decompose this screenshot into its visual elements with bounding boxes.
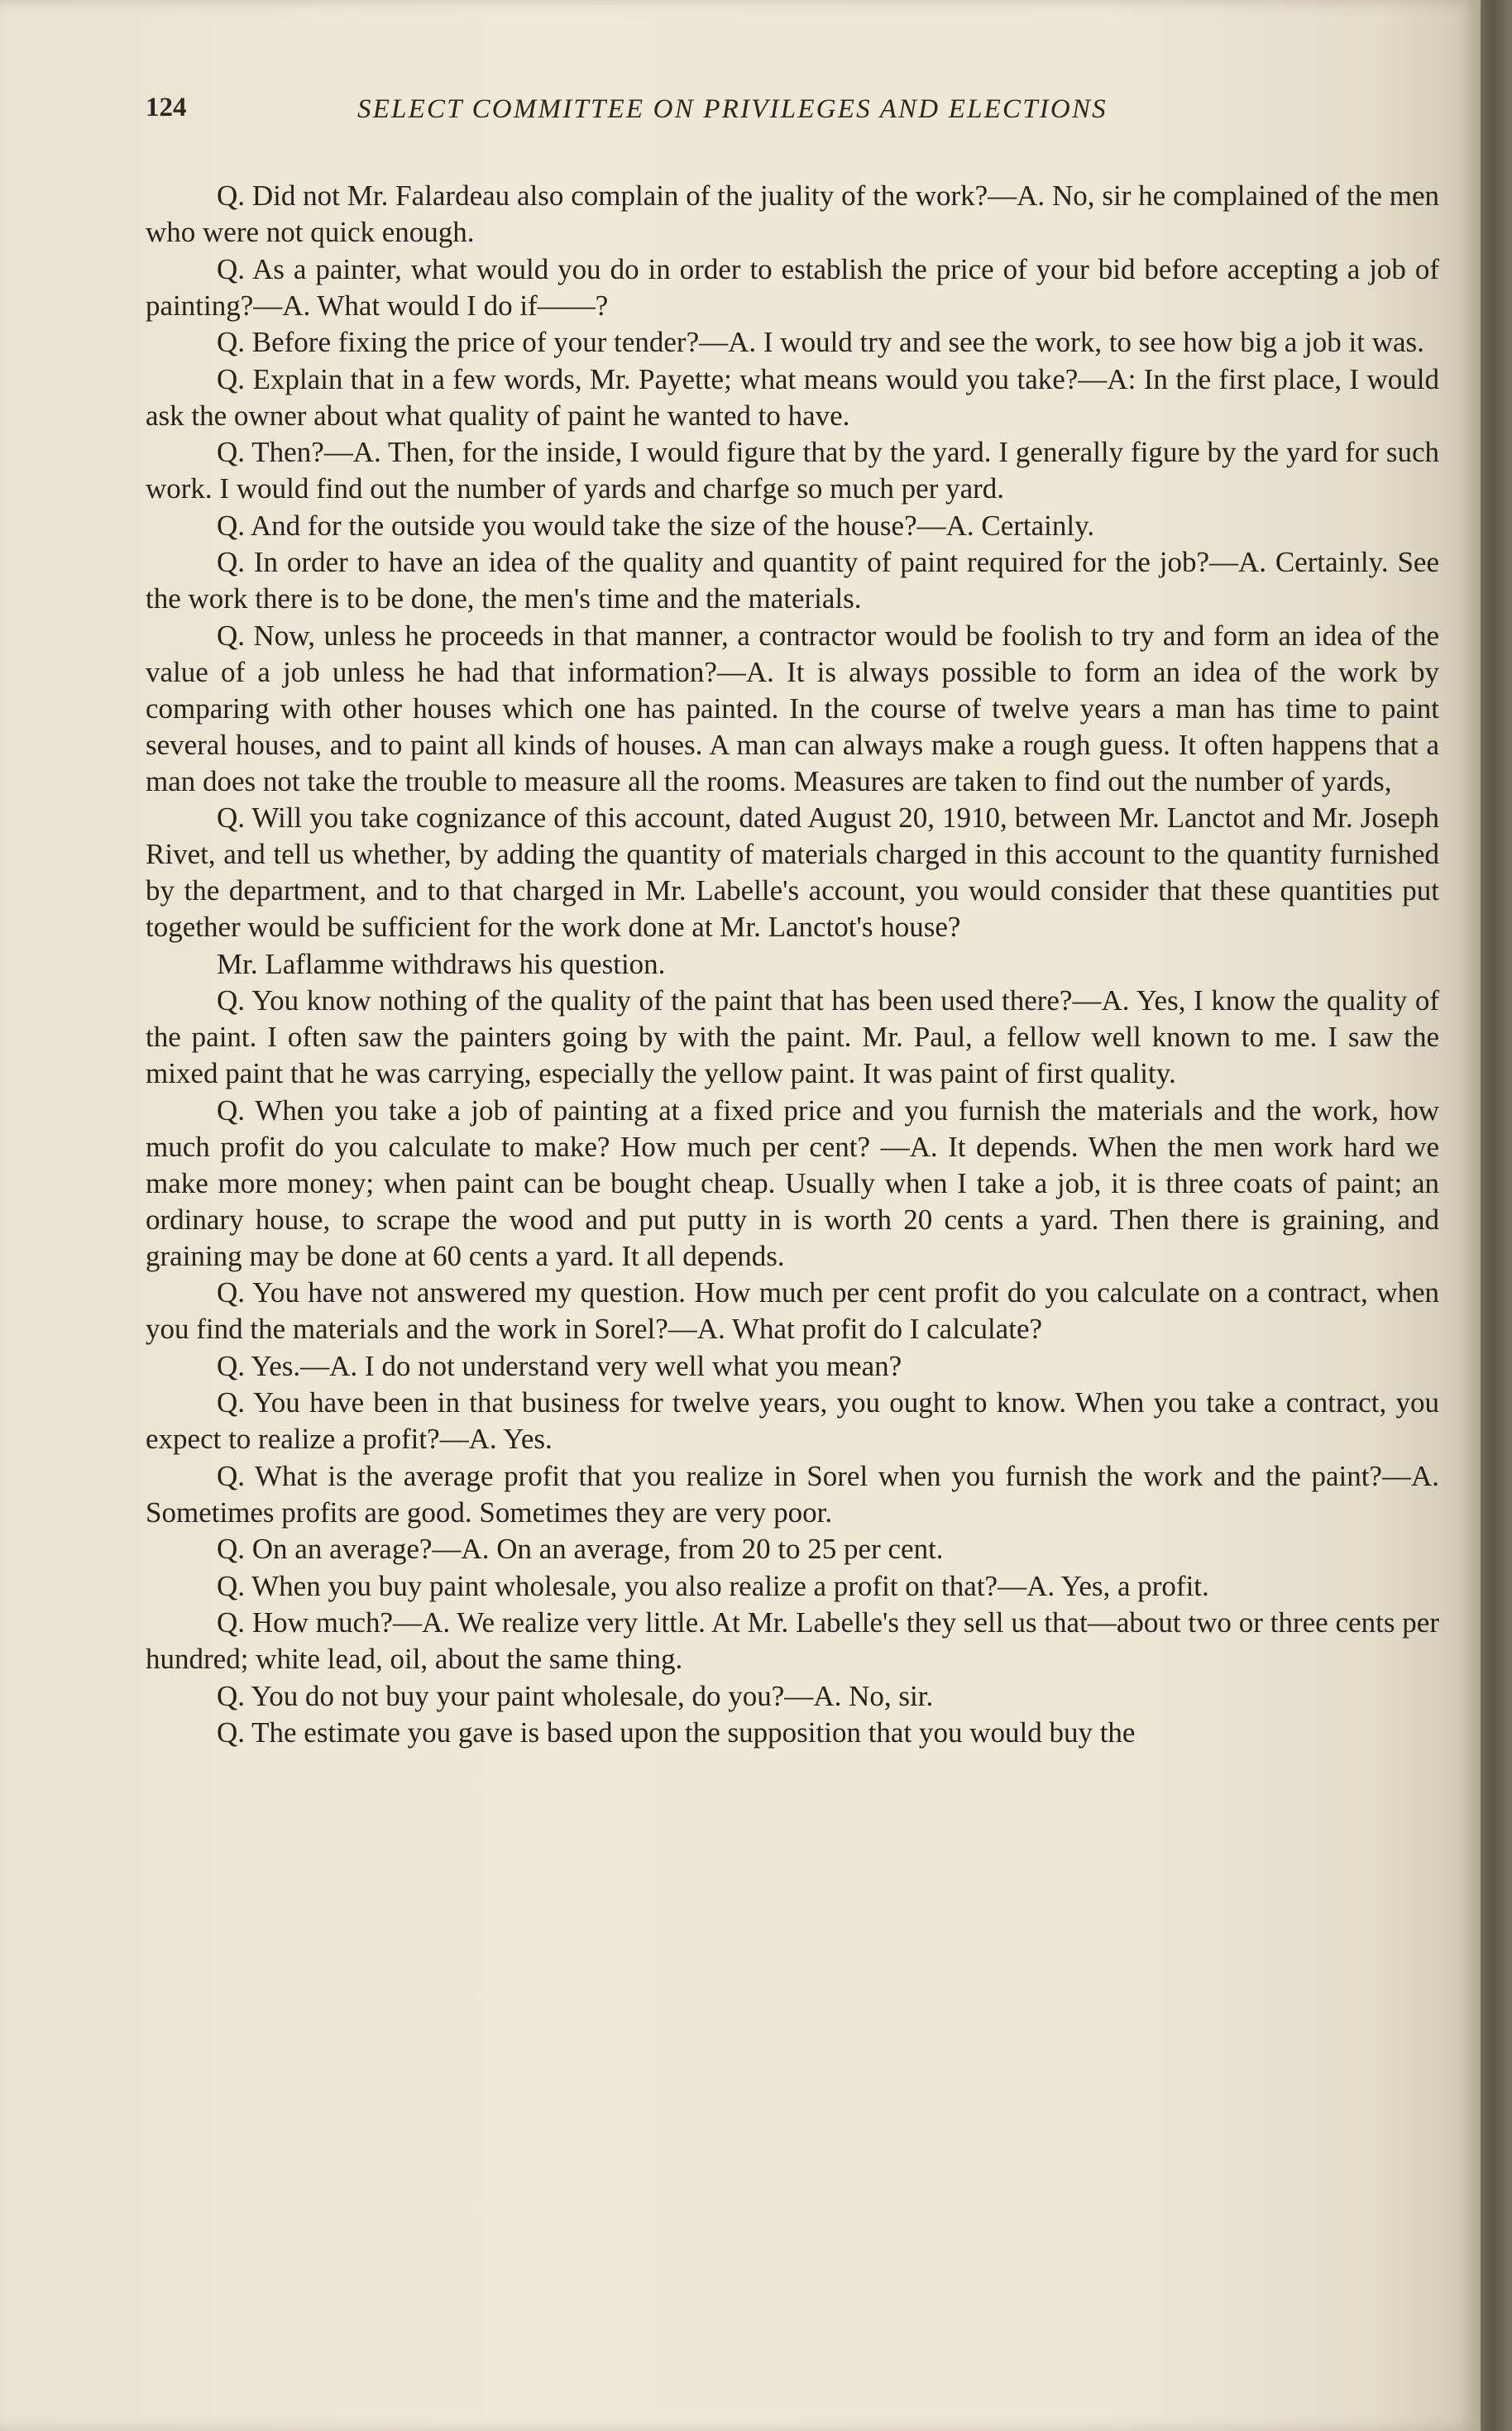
- page-edge: [1481, 0, 1512, 2431]
- paragraph: Mr. Laflamme withdraws his question.: [217, 947, 666, 980]
- page-header: [146, 93, 1237, 136]
- paragraph: Q. You know nothing of the quality of the paint that has been used there?—A. Yes, I know the quality of the paint. I often saw the painters going by with the paint. Mr. Paul, a fellow well known to me. I saw the mixed paint that he was carrying, especially the yellow paint. It was paint of first quality.: [146, 984, 1439, 1089]
- paragraph: Q. Will you take cognizance of this account, dated August 20, 1910, between Mr. Lanctot and Mr. Joseph Rivet, and tell us whether, by adding the quantity of materials charged in this account to the quantity furnished by the department, and to that charged in Mr. Labelle's account, you would consider that these quantities put together would be sufficient for the work done at Mr. Lanctot's house?: [146, 802, 1439, 943]
- running-head: SELECT COMMITTEE ON PRIVILEGES AND ELECTIONS: [357, 94, 1108, 124]
- paragraph: Q. What is the average profit that you realize in Sorel when you furnish the work and the paint?—A. Sometimes profits are good. Sometimes they are very poor.: [146, 1459, 1439, 1529]
- paragraph: Q. You have been in that business for twelve years, you ought to know. When you take a contract, you expect to realize a profit?—A. Yes.: [146, 1386, 1439, 1455]
- paragraph: Q. How much?—A. We realize very little. At Mr. Labelle's they sell us that—about two or three cents per hundred; white lead, oil, about the same thing.: [146, 1606, 1439, 1675]
- paragraph: Q. As a painter, what would you do in order to establish the price of your bid before accepting a job of painting?—A. What would I do if——?: [146, 252, 1439, 322]
- paragraph: Q. When you take a job of painting at a fixed price and you furnish the materials and the work, how much profit do you calculate to make? How much per cent? —A. It depends. When the men work hard we make more money; when paint can be bought cheap. Usually when I take a job, it is three coats of paint; an ordinary house, to scrape the wood and put putty in is worth 20 cents a yard. Then there is graining, and graining may be done at 60 cents a yard. It all depends.: [146, 1093, 1439, 1272]
- paragraph: Q. When you buy paint wholesale, you also realize a profit on that?—A. Yes, a profit.: [217, 1569, 1209, 1602]
- paragraph: Q. Before fixing the price of your tender?—A. I would try and see the work, to see how big a job it was.: [217, 326, 1424, 358]
- paragraph: Q. You have not answered my question. How much per cent profit do you calculate on a contract, when you find the materials and the work in Sorel?—A. What profit do I calculate?: [146, 1276, 1439, 1345]
- paragraph: Q. The estimate you gave is based upon the supposition that you would buy the: [217, 1716, 1136, 1749]
- paragraph: Q. Explain that in a few words, Mr. Payette; what means would you take?—A: In the first place, I would ask the owner about what quality of paint he wanted to have.: [146, 362, 1439, 432]
- paragraph: Q. Yes.—A. I do not understand very well what you mean?: [217, 1349, 902, 1382]
- paragraph: Q. On an average?—A. On an average, from 20 to 25 per cent.: [217, 1533, 944, 1565]
- paragraph: Q. You do not buy your paint wholesale, do you?—A. No, sir.: [217, 1679, 934, 1712]
- paragraph: Q. And for the outside you would take the size of the house?—A. Certainly.: [217, 509, 1095, 542]
- paragraph: Q. Did not Mr. Falardeau also complain of the juality of the work?—A. No, sir he complained of the men who were not quick enough.: [146, 179, 1439, 248]
- paragraph: Q. Then?—A. Then, for the inside, I would figure that by the yard. I generally figure by the yard for such work. I would find out the number of yards and charfge so much per yard.: [146, 436, 1439, 505]
- testimony-text: [146, 178, 1439, 1752]
- paragraph: Q. In order to have an idea of the quality and quantity of paint required for the job?—A. Certainly. See the work there is to be done, the men's time and the materials.: [146, 546, 1439, 615]
- paragraph: Q. Now, unless he proceeds in that manner, a contractor would be foolish to try and form an idea of the value of a job unless he had that information?—A. It is always possible to form an idea of the work by comparing with other houses which one has painted. In the course of twelve years a man has time to paint several houses, and to paint all kinds of houses. A man can always make a rough guess. It often happens that a man does not take the trouble to measure all the rooms. Measures are taken to find out the number of yards,: [146, 619, 1439, 797]
- page-number: 124: [146, 93, 187, 122]
